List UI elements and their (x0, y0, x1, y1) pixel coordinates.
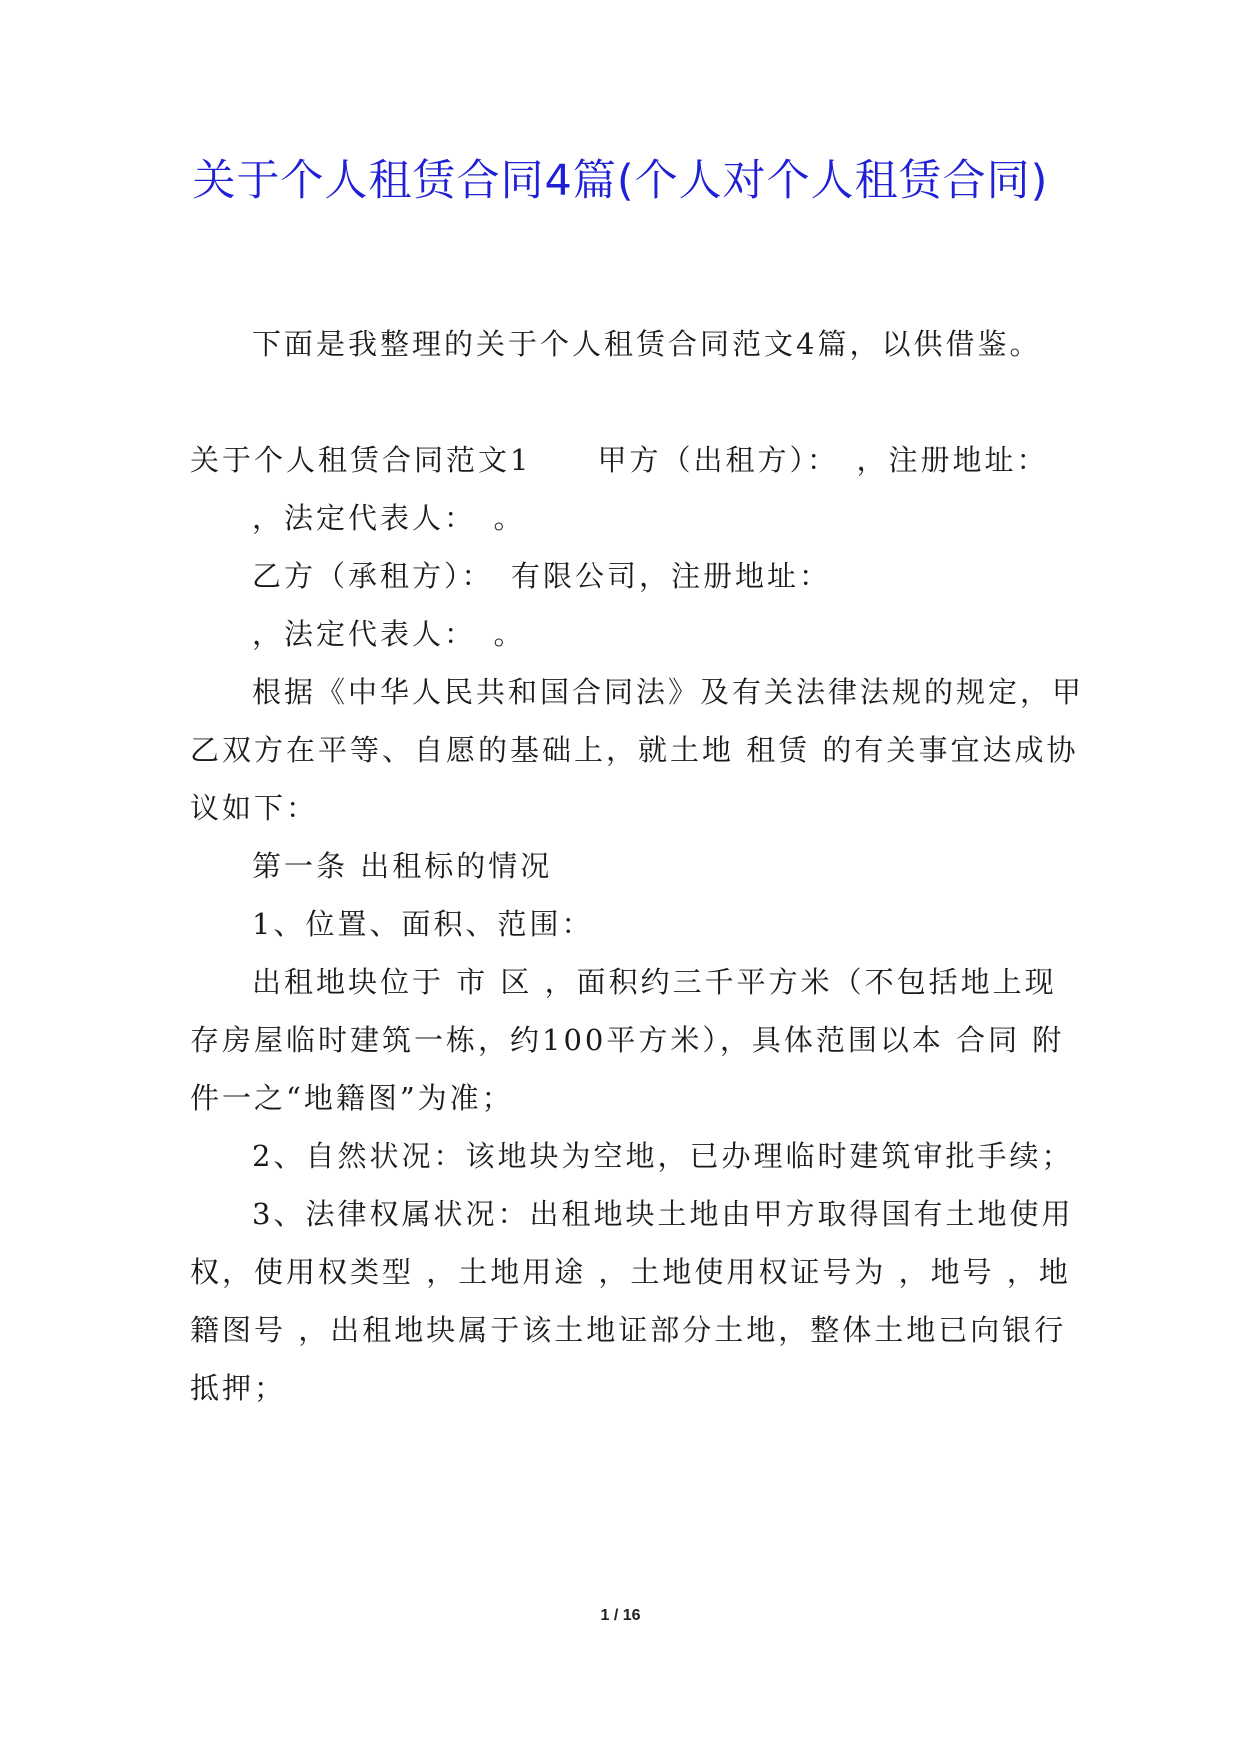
item-1-line-1: 出租地块位于 市 区 ，面积约三千平方米（不包括地上现 (252, 965, 1057, 999)
document-title: 关于个人租赁合同4篇(个人对个人租赁合同) (192, 156, 1049, 206)
basis-line-3: 议如下： (190, 791, 319, 825)
page-number: 1 / 16 (600, 1607, 641, 1624)
basis-line-1: 根据《中华人民共和国合同法》及有关法律法规的规定，甲 (252, 675, 1085, 709)
party-b-representative: ，法定代表人： 。 (252, 617, 526, 651)
intro-paragraph: 下面是我整理的关于个人租赁合同范文4篇，以供借鉴。 (252, 327, 1042, 361)
item-3-line-4: 抵押； (190, 1371, 287, 1405)
item-1-line-2: 存房屋临时建筑一栋，约100平方米），具体范围以本 合同 附 (190, 1023, 1065, 1057)
item-3-line-3: 籍图号 ，出租地块属于该土地证部分土地，整体土地已向银行 (190, 1313, 1067, 1347)
item-3-line-1: 3、法律权属状况：出租地块土地由甲方取得国有土地使用 (252, 1197, 1074, 1231)
section-heading: 关于个人租赁合同范文1 (190, 443, 532, 477)
item-2-line: 2、自然状况：该地块为空地，已办理临时建筑审批手续； (252, 1139, 1074, 1173)
item-3-line-2: 权，使用权类型 ，土地用途 ，土地使用权证号为 ，地号 ，地 (190, 1255, 1071, 1289)
party-b-line: 乙方（承租方）： 有限公司，注册地址： (252, 559, 832, 593)
first-line (190, 438, 1060, 479)
basis-line-2: 乙双方在平等、自愿的基础上，就土地 租赁 的有关事宜达成协 (190, 733, 1079, 767)
item-1-line-3: 件一之“地籍图”为准； (190, 1081, 514, 1115)
article-1-heading: 第一条 出租标的情况 (252, 849, 553, 883)
party-a-representative: ，法定代表人： 。 (252, 501, 526, 535)
party-a-line: 甲方（出租方）： ，注册地址： (597, 443, 1049, 477)
item-1-heading: 1、位置、面积、范围： (252, 907, 594, 941)
